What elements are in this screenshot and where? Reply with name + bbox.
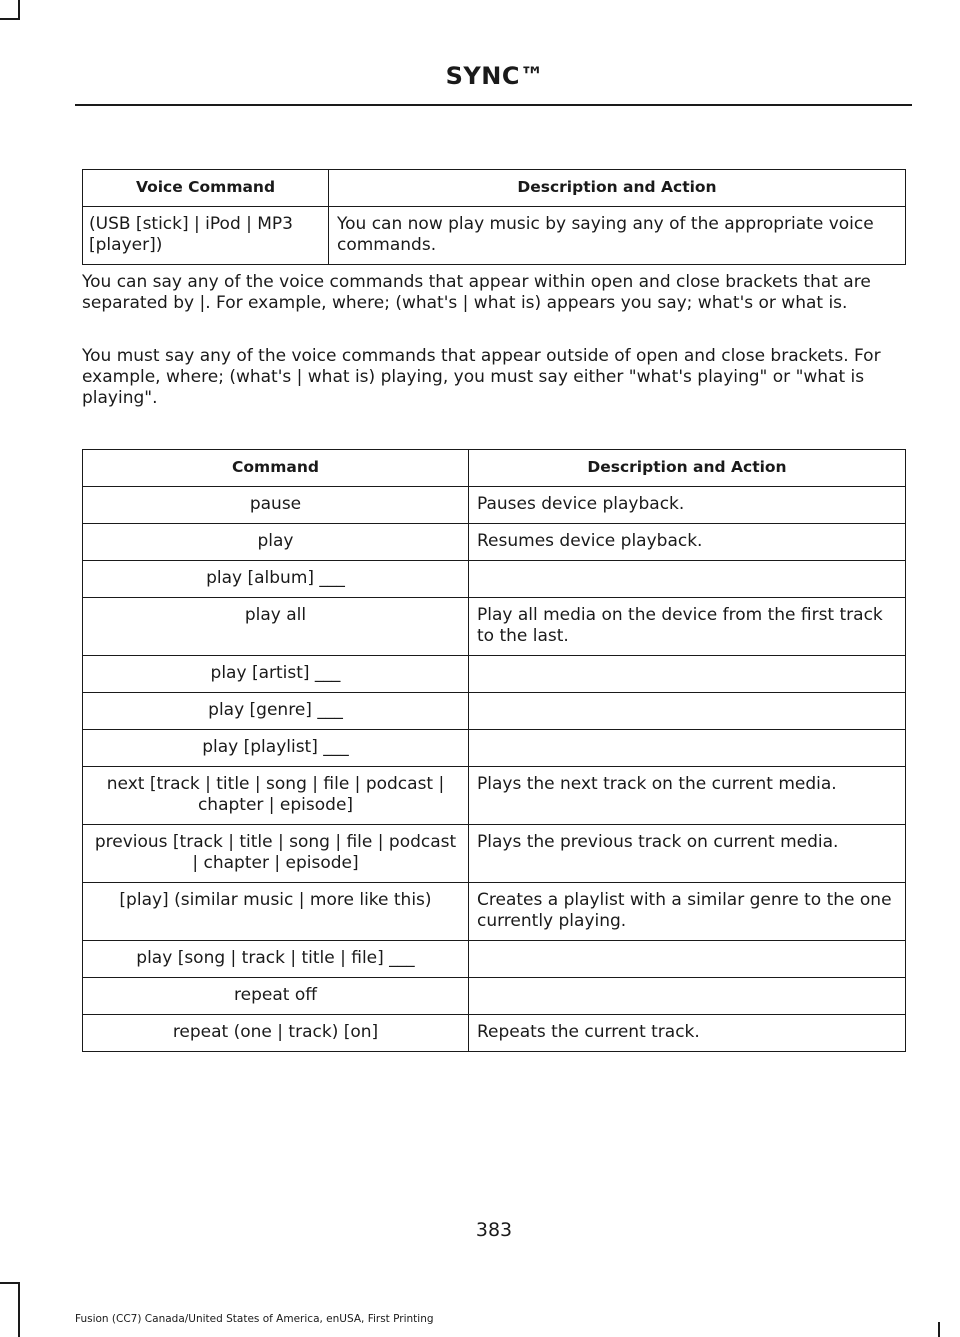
column-header-voice-command: Voice Command [83,170,329,207]
command-cell: [play] (similar music | more like this) [83,883,469,941]
command-cell: play [genre] ___ [83,693,469,730]
description-cell: Plays the next track on the current media. [469,767,906,825]
description-cell [469,978,906,1015]
command-cell: previous [track | title | song | file | podcast | chapter | episode] [83,825,469,883]
voice-command-cell: (USB [stick] | iPod | MP3 [player]) [83,207,329,265]
column-header-description: Description and Action [329,170,906,207]
description-cell: Plays the previous track on current media. [469,825,906,883]
table-row [83,561,906,598]
crop-mark-bottom-right [938,1322,940,1337]
description-cell: Repeats the current track. [469,1015,906,1052]
command-cell: play [artist] ___ [83,656,469,693]
command-cell: repeat (one | track) [on] [83,1015,469,1052]
command-cell: play all [83,598,469,656]
command-cell: play [83,524,469,561]
header-divider [75,104,912,106]
description-cell [469,656,906,693]
table-header-row [83,170,906,207]
table-row [83,767,906,825]
table-row [83,524,906,561]
crop-mark-top-left [0,18,20,20]
table-header-row [83,450,906,487]
page-number: 383 [475,1219,513,1241]
table-row [83,978,906,1015]
description-cell: Creates a playlist with a similar genre to the one currently playing. [469,883,906,941]
table-row [83,656,906,693]
crop-mark-bottom-left [0,1282,20,1284]
table-row [83,883,906,941]
description-cell: Pauses device playback. [469,487,906,524]
table-row [83,825,906,883]
column-header-command: Command [83,450,469,487]
table-row [83,730,906,767]
paragraph-outside-brackets-rule: You must say any of the voice commands that appear outside of open and close brackets. For example, where; (what's | what is) playing, you must say either "what's playing" or "what is playing". [82,346,881,408]
command-cell: pause [83,487,469,524]
table-row [83,1015,906,1052]
crop-mark-bottom-left [18,1282,20,1337]
voice-command-table [82,169,906,265]
table-row [83,207,906,265]
command-cell: play [playlist] ___ [83,730,469,767]
description-cell [469,693,906,730]
table-row [83,693,906,730]
description-cell [469,941,906,978]
description-cell: Play all media on the device from the first track to the last. [469,598,906,656]
paragraph-brackets-rule: You can say any of the voice commands that appear within open and close brackets that are separated by |. For example, where; (what's | what is) appears you say; what's or what is. [82,272,871,313]
table-row [83,487,906,524]
column-header-description: Description and Action [469,450,906,487]
table-row [83,941,906,978]
command-cell: play [album] ___ [83,561,469,598]
command-cell: play [song | track | title | file] ___ [83,941,469,978]
description-cell [469,561,906,598]
description-cell: Resumes device playback. [469,524,906,561]
footer-print-info: Fusion (CC7) Canada/United States of America, enUSA, First Printing [75,1313,434,1325]
crop-mark-top-left [18,0,20,18]
command-cell: repeat off [83,978,469,1015]
page-header-title: SYNC™ [445,62,545,90]
media-command-table [82,449,906,1052]
command-cell: next [track | title | song | file | podcast | chapter | episode] [83,767,469,825]
description-cell [469,730,906,767]
description-cell: You can now play music by saying any of the appropriate voice commands. [329,207,906,265]
table-row [83,598,906,656]
